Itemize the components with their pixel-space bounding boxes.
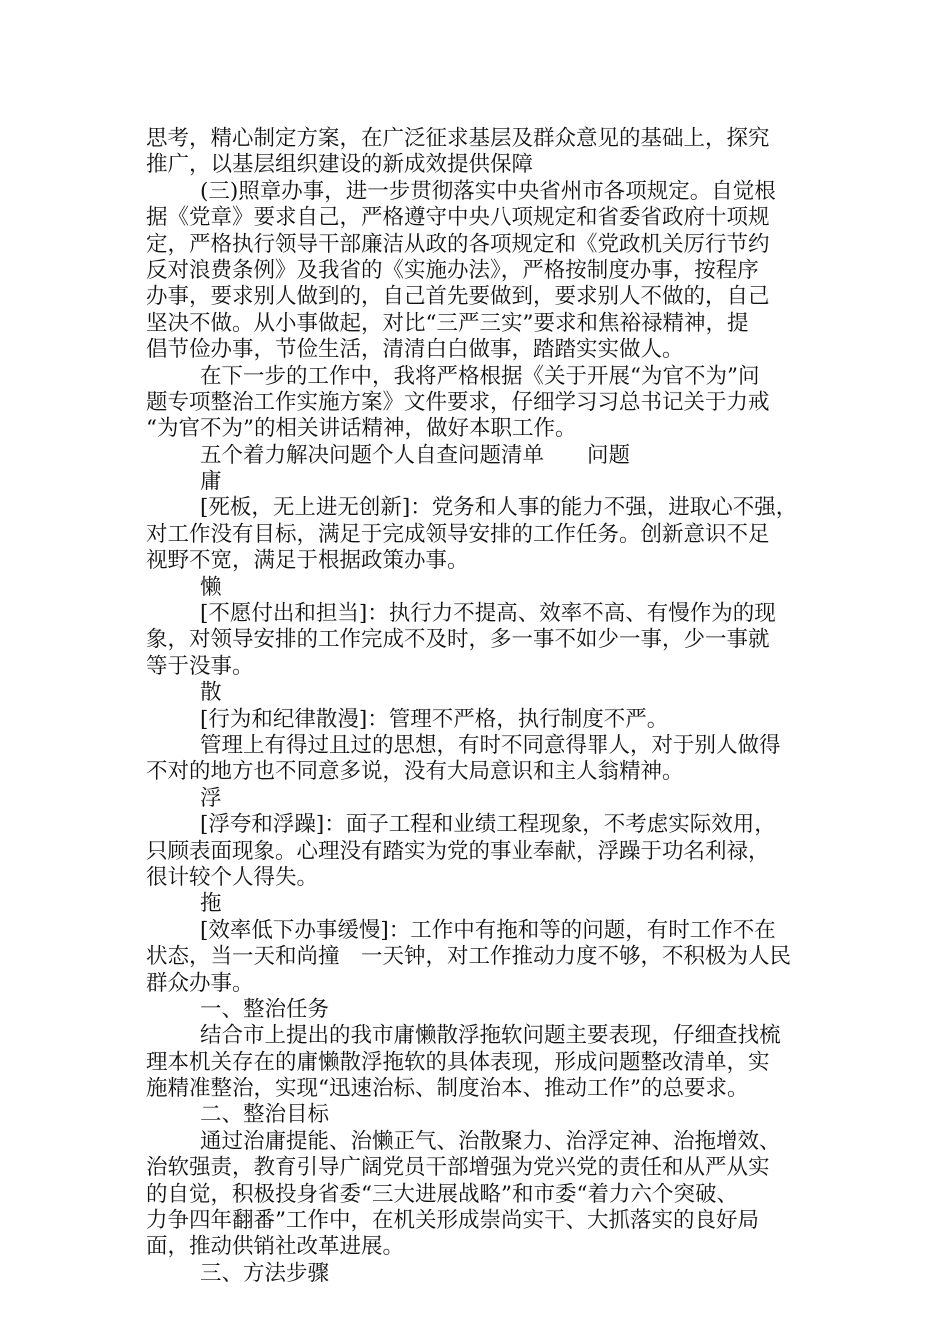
text-line: [死板，无上进无创新]：党务和人事的能力不强，进取心不强，: [200, 495, 798, 521]
text-line: 定，严格执行领导干部廉洁从政的各项规定和《党政机关厉行节约: [146, 231, 770, 257]
text-line: 视野不宽，满足于根据政策办事。: [146, 548, 469, 574]
text-line: 一、整治任务: [200, 996, 330, 1022]
text-line: 群众办事。: [146, 970, 254, 996]
text-line: 力争四年翻番”工作中，在机关形成崇尚实干、大抓落实的良好局: [146, 1208, 759, 1234]
text-line: 面，推动供销社改革进展。: [146, 1234, 405, 1260]
text-line: 状态，当一天和尚撞 一天钟，对工作推动力度不够，不积极为人民: [146, 944, 792, 970]
document-body: [146, 126, 826, 1287]
text-line: [行为和纪律散漫]：管理不严格，执行制度不严。: [200, 706, 669, 732]
text-line: [浮夸和浮躁]：面子工程和业绩工程现象，不考虑实际效用，: [200, 812, 776, 838]
text-line: (三)照章办事，进一步贯彻落实中央省州市各项规定。自觉根: [200, 178, 776, 204]
text-line: 浮: [200, 785, 222, 811]
text-line: 据《党章》要求自己，严格遵守中央八项规定和省委省政府十项规: [146, 205, 770, 231]
text-line: 二、整治目标: [200, 1102, 330, 1128]
text-line: 懒: [200, 574, 222, 600]
text-line: 的自觉，积极投身省委“三大进展战略”和市委“着力六个突破、: [146, 1181, 738, 1207]
text-line: 拖: [200, 891, 222, 917]
text-line: 庸: [200, 469, 222, 495]
text-line: 题专项整治工作实施方案》文件要求，仔细学习习总书记关于力戒: [146, 389, 770, 415]
text-line: 办事，要求别人做到的，自己首先要做到，要求别人不做的，自己: [146, 284, 770, 310]
text-line: 很计较个人得失。: [146, 864, 319, 890]
text-line: 三、方法步骤: [200, 1260, 330, 1286]
text-line: 治软强责，教育引导广阔党员干部增强为党兴党的责任和从严从实: [146, 1155, 770, 1181]
text-line: 理本机关存在的庸懒散浮拖软的具体表现，形成问题整改清单，实: [146, 1049, 770, 1075]
text-line: 推广，以基层组织建设的新成效提供保障: [146, 152, 534, 178]
text-line: 结合市上提出的我市庸懒散浮拖软问题主要表现，仔细查找梳: [200, 1023, 781, 1049]
text-line: 象，对领导安排的工作完成不及时，多一事不如少一事，少一事就: [146, 627, 770, 653]
text-line: “为官不为”的相关讲话精神，做好本职工作。: [146, 416, 577, 442]
text-line: 施精准整治，实现“迅速治标、制度治本、推动工作”的总要求。: [146, 1076, 749, 1102]
text-line: 对工作没有目标，满足于完成领导安排的工作任务。创新意识不足: [146, 521, 770, 547]
text-line: 不对的地方也不同意多说，没有大局意识和主人翁精神。: [146, 759, 684, 785]
text-line: 管理上有得过且过的思想，有时不同意得罪人，对于别人做得: [200, 732, 781, 758]
text-line: [效率低下办事缓慢]：工作中有拖和等的问题，有时工作不在: [200, 917, 776, 943]
text-line: 倡节俭办事，节俭生活，清清白白做事，踏踏实实做人。: [146, 337, 684, 363]
text-line: 在下一步的工作中，我将严格根据《关于开展“为官不为”问: [200, 363, 760, 389]
text-line: 等于没事。: [146, 653, 254, 679]
text-line: 坚决不做。从小事做起，对比“三严三实”要求和焦裕禄精神，提: [146, 310, 749, 336]
text-line: 通过治庸提能、治懒正气、治散聚力、治浮定神、治拖增效、: [200, 1128, 781, 1154]
text-line: 反对浪费条例》及我省的《实施办法》，严格按制度办事，按程序: [146, 257, 759, 283]
text-line: [不愿付出和担当]：执行力不提高、效率不高、有慢作为的现: [200, 601, 776, 627]
text-line: 散: [200, 680, 222, 706]
text-line: 五个着力解决问题个人自查问题清单 问题: [200, 442, 631, 468]
text-line: 思考，精心制定方案，在广泛征求基层及群众意见的基础上，探究: [146, 126, 770, 151]
text-line: 只顾表面现象。心理没有踏实为党的事业奉献，浮躁于功名利禄，: [146, 838, 770, 864]
